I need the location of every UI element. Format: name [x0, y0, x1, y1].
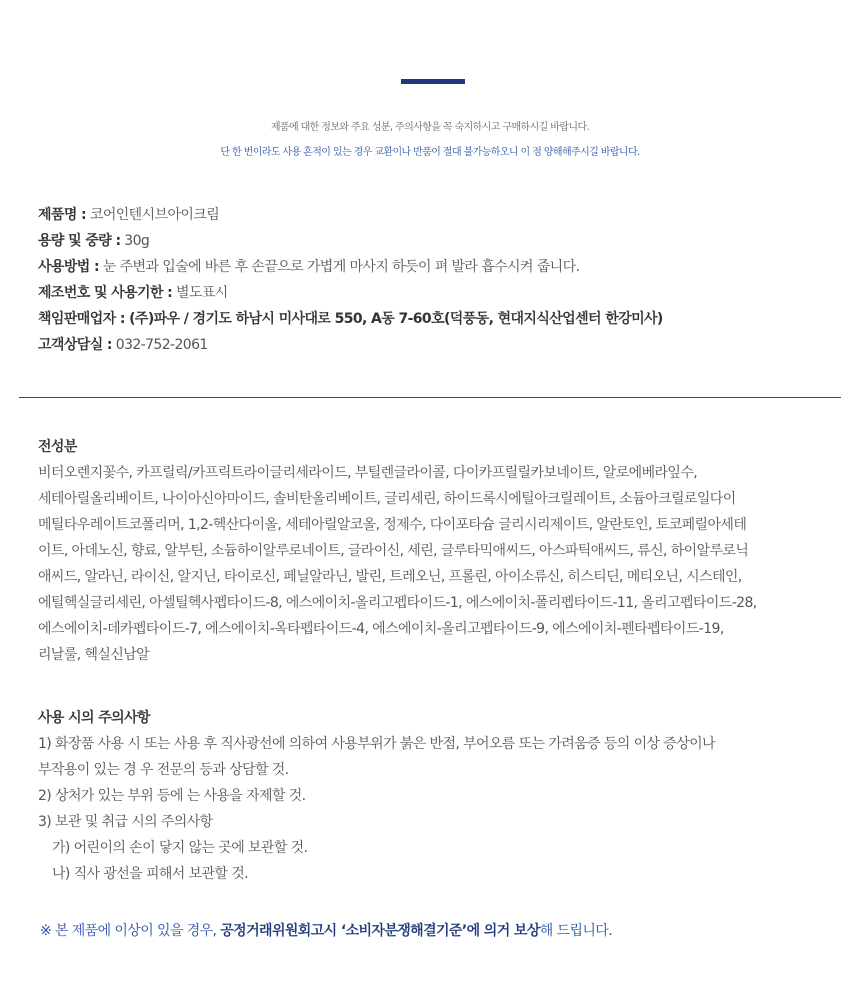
info-label: 제품명 :: [38, 207, 87, 223]
caution-line: 가) 어린이의 손이 닿지 않는 곳에 보관할 것.: [52, 840, 308, 856]
ingredients-line: 에틸헥실글리세린, 아셀틸헥사펩타이드-8, 에스에이치-올리고펩타이드-1, 에스에이치-폴리펩타이드-11, 올리고펩타이드-28,: [38, 595, 757, 611]
compensation-standard: 공정거래위원회고시 ‘소비자분쟁해결기준’에 의거 보상: [220, 923, 540, 939]
ingredients-line: 메틸타우레이트코폴리머, 1,2-헥산다이올, 세테아릴알코올, 정제수, 다이포타슘 글리시리제이트, 알란토인, 토코페릴아세테: [38, 517, 747, 533]
info-value: 별도표시: [172, 285, 228, 301]
info-row-lot-expiry: [38, 280, 848, 306]
caution-line: 부작용이 있는 경 우 전문의 등과 상담할 것.: [38, 762, 289, 778]
info-label: 책임판매업자 :: [38, 311, 125, 327]
ingredients-line: 리날룰, 헥실신남알: [38, 647, 150, 663]
cautions-section: [38, 705, 853, 887]
compensation-suffix: 해 드립니다.: [539, 923, 613, 939]
info-label: 제조번호 및 사용기한 :: [38, 285, 173, 301]
notice-line-2: 단 한 번이라도 사용 흔적이 있는 경우 교환이나 반품이 절대 불가능하오니 이 점 양해해주시길 바랍니다.: [220, 147, 640, 158]
section-divider: [19, 397, 841, 398]
ingredients-line: 에스에이치-데카펩타이드-7, 에스에이치-옥타펩타이드-4, 에스에이치-올리고펩타이드-9, 에스에이치-펜타펩타이드-19,: [38, 621, 724, 637]
ingredients-line: 세테아릴올리베이트, 나이아신아마이드, 솔비탄올리베이트, 글리세린, 하이드록시에틸아크릴레이트, 소듐아크릴로일다이: [38, 491, 736, 507]
info-row-usage: [38, 254, 848, 280]
ingredients-line: 비터오렌지꽃수, 카프릴릭/카프릭트라이글리세라이드, 부틸렌글라이콜, 다이카프릴릴카보네이트, 알로에베라잎수,: [38, 465, 698, 481]
info-row-seller: [38, 306, 848, 332]
compensation-notice: [40, 918, 612, 944]
info-value: 30g: [120, 233, 150, 249]
info-row-capacity: [38, 228, 848, 254]
info-value: 코어인텐시브아이크림: [86, 207, 220, 223]
notice-line-1: 제품에 대한 정보와 주요 성분, 주의사항을 꼭 숙지하시고 구매하시길 바랍니다.: [270, 122, 590, 133]
info-label: 사용방법 :: [38, 259, 99, 275]
caution-line: 나) 직사 광선을 피해서 보관할 것.: [52, 866, 248, 882]
ingredients-line: 이트, 아데노신, 향료, 알부틴, 소듐하이알루로네이트, 글라이신, 세린, 글루타믹애씨드, 아스파틱애씨드, 류신, 하이알루로닉: [38, 543, 749, 559]
ingredients-title: 전성분: [38, 439, 77, 455]
compensation-prefix: ※ 본 제품에 이상이 있을 경우,: [40, 923, 221, 939]
info-value: 032-752-2061: [111, 337, 208, 353]
caution-line: 2) 상처가 있는 부위 등에 는 사용을 자제할 것.: [38, 788, 306, 804]
info-value: 눈 주변과 입술에 바른 후 손끝으로 가볍게 마사지 하듯이 펴 발라 흡수시켜 줍니다.: [98, 259, 580, 275]
caution-line: 3) 보관 및 취급 시의 주의사항: [38, 814, 213, 830]
info-label: 고객상담실 :: [38, 337, 112, 353]
info-row-product-name: [38, 202, 848, 228]
cautions-title: 사용 시의 주의사항: [38, 710, 150, 726]
product-info: [38, 202, 848, 358]
ingredients-line: 애씨드, 알라닌, 라이신, 알지닌, 타이로신, 페닐알라닌, 발린, 트레오닌, 프롤린, 아이소류신, 히스티딘, 메티오닌, 시스테인,: [38, 569, 742, 585]
top-accent-bar: [401, 79, 465, 84]
info-value: (주)파우 / 경기도 하남시 미사대로 550, A동 7-60호(덕풍동, 현대지식산업센터 한강미사): [124, 311, 663, 327]
info-row-customer-center: [38, 332, 848, 358]
caution-line: 1) 화장품 사용 시 또는 사용 후 직사광선에 의하여 사용부위가 붉은 반점, 부어오름 또는 가려움증 등의 이상 증상이나: [38, 736, 715, 752]
ingredients-section: [38, 434, 853, 668]
info-label: 용량 및 중량 :: [38, 233, 121, 249]
